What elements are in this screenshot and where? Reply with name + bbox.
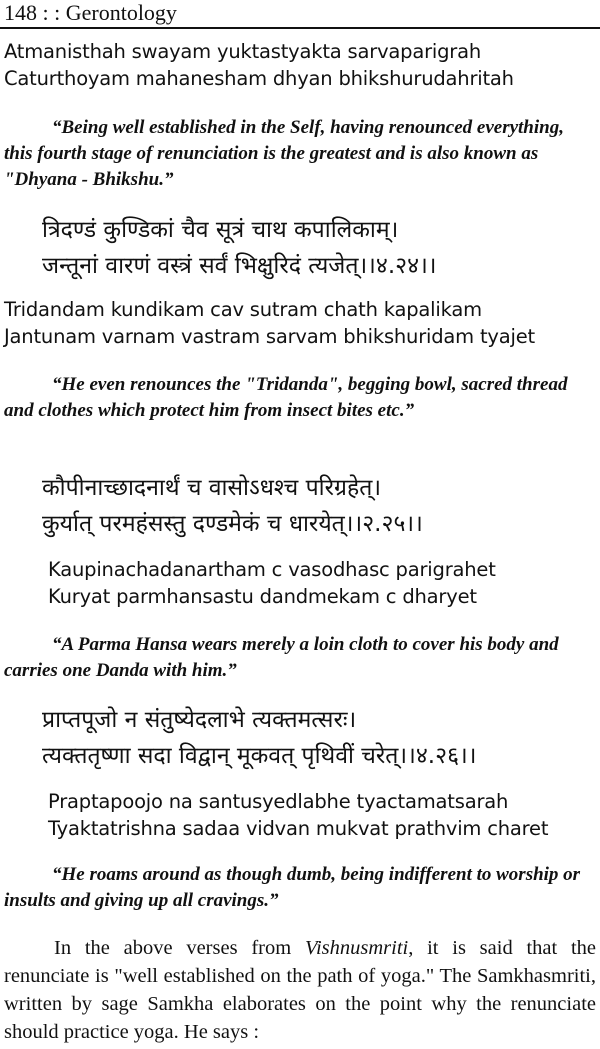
transliteration-line: Caturthoyam mahanesham dhyan bhikshurudahritah	[4, 67, 514, 90]
transliteration-block	[4, 296, 596, 350]
sanskrit-line: कुर्यात् परमहंसस्तु दण्डमेकं च धारयेत्।।२.२५।।	[42, 511, 423, 537]
sanskrit-line: त्यक्ततृष्णा सदा विद्वान् मूकवत् पृथिवीं चरेत्।।४.२६।।	[42, 743, 477, 769]
translation-quote	[4, 115, 596, 193]
body-paragraph	[4, 934, 596, 1046]
sanskrit-verse	[4, 470, 596, 542]
transliteration-line: Tyaktatrishna sadaa vidvan mukvat prathvim charet	[48, 817, 549, 840]
transliteration-line: Praptapoojo na santusyedlabhe tyactamatsarah	[48, 790, 509, 813]
source-title: Vishnusmriti	[304, 937, 409, 959]
translation-quote	[4, 372, 596, 424]
paragraph-text: In the above verses from	[54, 937, 305, 959]
transliteration-line: Kaupinachadanartham c vasodhasc parigrahet	[48, 558, 496, 581]
transliteration-block	[4, 38, 596, 92]
sanskrit-line: प्राप्तपूजो न संतुष्येदलाभे त्यक्तमत्सरः।	[42, 707, 357, 733]
quote-text: “A Parma Hansa wears merely a loin cloth to cover his body and carries one Danda with him.”	[4, 634, 559, 681]
translation-quote	[4, 862, 596, 914]
quote-text: “Being well established in the Self, having renounced everything, this fourth stage of renunciation is the greatest and is also known as "Dhyana - Bhikshu.”	[4, 117, 564, 190]
paragraph-text: , it is said that the renunciate is "well established on the path of yoga." The Samkhasmriti, written by sage Samkha elaborates on the point why the renunciate should practice yoga. He says :	[4, 937, 596, 1043]
sanskrit-line: कौपीनाच्छादनार्थं च वासोऽधश्च परिग्रहेत्।	[42, 475, 382, 501]
quote-text: “He roams around as though dumb, being indifferent to worship or insults and giving up all cravings.”	[4, 864, 581, 911]
quote-text: “He even renounces the "Tridanda", begging bowl, sacred thread and clothes which protect him from insect bites etc.”	[4, 374, 568, 421]
transliteration-block	[4, 556, 596, 610]
sanskrit-line: जन्तूनां वारणं वस्त्रं सर्वं भिक्षुरिदं त्यजेत्।।४.२४।।	[42, 253, 437, 279]
header-rule	[0, 27, 600, 29]
sanskrit-line: त्रिदण्डं कुण्डिकां चैव सूत्रं चाथ कपालिकाम्।	[42, 217, 399, 243]
page-header: 148 : : Gerontology	[4, 0, 177, 25]
sanskrit-verse	[4, 212, 596, 284]
transliteration-line: Tridandam kundikam cav sutram chath kapalikam	[4, 298, 482, 321]
transliteration-line: Atmanisthah swayam yuktastyakta sarvaparigrah	[4, 40, 482, 63]
sanskrit-verse	[4, 702, 596, 774]
transliteration-line: Kuryat parmhansastu dandmekam c dharyet	[48, 585, 477, 608]
transliteration-line: Jantunam varnam vastram sarvam bhikshuridam tyajet	[4, 325, 535, 348]
transliteration-block	[4, 788, 596, 842]
translation-quote	[4, 632, 596, 684]
